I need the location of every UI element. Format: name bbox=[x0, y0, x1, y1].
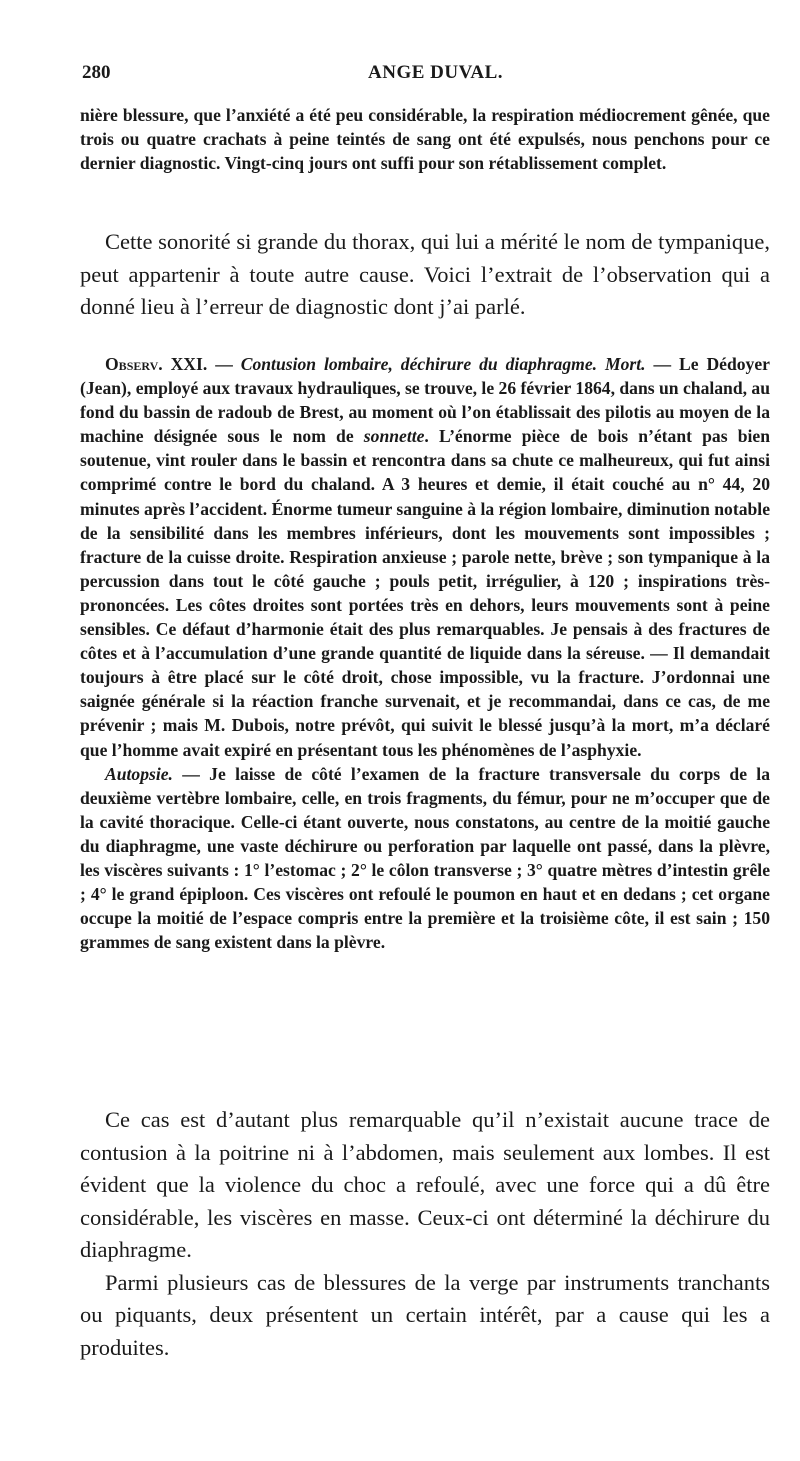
autopsie-text: — Je laisse de côté l’examen de la fracture transversale du corps de la deuxième vertèbre lombaire, celle, en trois fragments, du fémur, pour ne m’occuper que de la cavité thoracique. Celle-ci étant ouverte, nous constatons, au centre de la moitié gauche du diaphragme, une vaste déchirure ou perforation par laquelle ont passé, dans la plèvre, les viscères suivants : 1° l’estomac ; 2° le côlon transverse ; 3° quatre mètres d’intestin grêle ; 4° le grand épiploon. Ces viscères ont refoulé le poumon en haut et en dedans ; cet organe occupe la moitié de l’espace compris entre la première et la troisième côte, il est sain ; 150 grammes de sang existent dans la plèvre. bbox=[80, 763, 770, 953]
paragraph-3: Ce cas est d’autant plus remarquable qu’il n’existait aucune trace de contusion à la poitrine ni à l’abdomen, mais seulement aux lombes. Il est évident que la violence du choc a refoulé, avec une force qui a dû être considérable, les viscères en masse. Ceux-ci ont déterminé la déchirure du diaphragme. bbox=[80, 1107, 770, 1262]
observation-term: sonnette bbox=[363, 426, 425, 447]
page-header bbox=[80, 62, 770, 92]
observation-label: Observ. XXI. — bbox=[105, 354, 233, 374]
paragraph-4: Parmi plusieurs cas de blessures de la verge par instruments tranchants ou piquants, deux présentent un certain intérêt, par a cause qui les a produites. bbox=[80, 1269, 770, 1360]
page-number: 280 bbox=[82, 62, 111, 83]
paragraph-sonorite bbox=[80, 226, 770, 324]
autopsie-paragraph bbox=[80, 762, 770, 955]
paragraph-1: nière blessure, que l’anxiété a été peu considérable, la respiration médiocrement gênée, que trois ou quatre crachats à peine teintés de sang ont été expulsés, nous penchons pour ce dernier diagnostic. Vingt-cinq jours ont suffi pour son rétablissement complet. bbox=[80, 105, 770, 174]
observation-title: Contusion lombaire, déchirure du diaphragme. Mort. bbox=[240, 354, 646, 374]
running-head: ANGE DUVAL. bbox=[368, 62, 504, 83]
observation-block bbox=[80, 352, 770, 954]
observation-text-a: — Le Dédoyer (Jean), employé aux travaux hydrauliques, se trouve, le 26 février 1864, dans un chaland, au fond du bassin de radoub de Brest, au moment où l’on établissait des pilotis au moyen de la machine désignée sous le nom de bbox=[80, 354, 770, 447]
autopsie-label: Autopsie. bbox=[105, 763, 173, 784]
paragraph-2: Cette sonorité si grande du thorax, qui lui a mérité le nom de tympanique, peut appartenir à toute autre cause. Voici l’extrait de l’observation qui a donné lieu à l’erreur de diagnostic dont j’ai parlé. bbox=[80, 229, 770, 319]
closing-paragraphs bbox=[80, 1104, 770, 1364]
observation-text-b: . L’énorme pièce de bois n’étant pas bien soutenue, vint rouler dans le bassin et rencontra dans sa chute ce malheureux, qui fut ainsi comprimé contre le bord du chaland. A 3 heures et demie, il était couché au n° 44, 20 minutes après l’accident. Énorme tumeur sanguine à la région lombaire, diminution notable de la sensibilité dans les membres inférieurs, dont les mouvements sont impossibles ; fracture de la cuisse droite. Respiration anxieuse ; parole nette, brève ; son tympanique à la percussion dans tout le côté gauche ; pouls petit, irrégulier, à 120 ; inspirations très-prononcées. Les côtes droites sont portées très en dehors, leurs mouvements sont à peine sensibles. Ce défaut d’harmonie était des plus remarquables. Je pensais à des fractures de côtes et à l’accumulation d’une grande quantité de liquide dans la séreuse. — Il demandait toujours à être placé sur le côté droit, chose impossible, vu la fracture. J’ordonnai une saignée générale si la réaction franche survenait, et je recommandai, dans ce cas, de me prévenir ; mais M. Dubois, notre prévôt, qui suivit le blessé jusqu’à la mort, m’a déclaré que l’homme avait expiré en présentant tous les phénomènes de l’asphyxie. bbox=[80, 426, 770, 760]
paragraph-continuation bbox=[80, 103, 770, 175]
observation-paragraph bbox=[80, 352, 770, 762]
